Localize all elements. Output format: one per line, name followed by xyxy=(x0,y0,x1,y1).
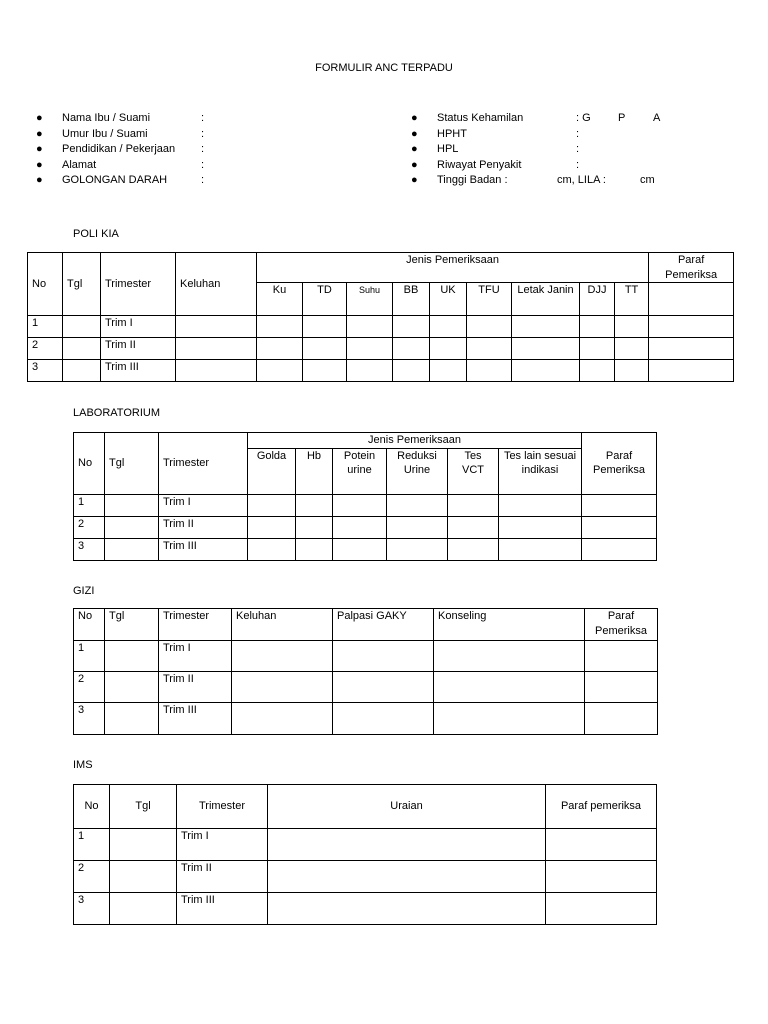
bullet-icon: ● xyxy=(36,174,43,186)
cell-no: 2 xyxy=(28,338,63,360)
identity-label: Tinggi Badan : xyxy=(437,174,508,186)
identity-colon: : G xyxy=(576,112,591,124)
cell-tgl[interactable] xyxy=(105,641,159,672)
cell[interactable] xyxy=(546,861,657,893)
form-title: FORMULIR ANC TERPADU xyxy=(315,62,453,74)
identity-colon: : xyxy=(201,174,205,186)
sub-protein-urine: Potein urine xyxy=(333,448,387,494)
identity-label: HPHT xyxy=(437,127,467,140)
header-palpasi-gaky: Palpasi GAKY xyxy=(333,609,434,641)
cell-tgl[interactable] xyxy=(105,703,159,735)
cell[interactable] xyxy=(333,703,434,735)
header-trimester: Trimester xyxy=(159,609,232,641)
bullet-icon: ● xyxy=(411,174,418,186)
cell-no: 2 xyxy=(74,861,110,893)
identity-colon: : xyxy=(201,127,205,140)
table-row xyxy=(28,316,734,338)
section-title-ims: IMS xyxy=(73,759,93,771)
header-no: No xyxy=(74,609,105,641)
cell[interactable] xyxy=(248,516,296,538)
sub-td: TD xyxy=(303,283,347,316)
cell[interactable] xyxy=(257,338,303,360)
header-jenis-pemeriksaan: Jenis Pemeriksaan xyxy=(257,253,649,283)
identity-label: Nama Ibu / Suami xyxy=(62,112,151,124)
cell[interactable] xyxy=(430,338,467,360)
table-row xyxy=(74,516,657,538)
cell-no: 2 xyxy=(74,672,105,703)
cell[interactable] xyxy=(467,338,512,360)
section-title-laboratorium: LABORATORIUM xyxy=(73,407,160,419)
cell[interactable] xyxy=(296,516,333,538)
table-row xyxy=(28,338,734,360)
cell[interactable] xyxy=(333,516,387,538)
identity-label: Riwayat Penyakit xyxy=(437,158,522,171)
cell[interactable] xyxy=(615,360,649,382)
identity-item xyxy=(36,111,376,127)
cell[interactable] xyxy=(257,360,303,382)
gizi-table xyxy=(73,608,658,735)
header-trimester: Trimester xyxy=(177,785,268,829)
cell-trimester: Trim II xyxy=(159,516,248,538)
identity-colon: : xyxy=(576,127,580,140)
cell-tgl[interactable] xyxy=(63,360,101,382)
cell-trimester: Trim II xyxy=(177,861,268,893)
cell[interactable] xyxy=(615,338,649,360)
cell[interactable] xyxy=(176,316,257,338)
cell[interactable] xyxy=(176,338,257,360)
sub-djj: DJJ xyxy=(580,283,615,316)
header-keluhan: Keluhan xyxy=(176,253,257,316)
cell-no: 3 xyxy=(74,538,105,560)
cell-tgl[interactable] xyxy=(63,316,101,338)
laboratorium-table xyxy=(73,432,657,561)
table-row xyxy=(74,672,658,703)
identity-item xyxy=(411,111,751,127)
status-p: P xyxy=(618,112,626,124)
cell[interactable] xyxy=(232,672,333,703)
sub-hb: Hb xyxy=(296,448,333,494)
cell-no: 3 xyxy=(74,703,105,735)
bullet-icon: ● xyxy=(36,112,43,124)
header-keluhan: Keluhan xyxy=(232,609,333,641)
cell[interactable] xyxy=(393,316,430,338)
sub-reduksi-urine: Reduksi Urine xyxy=(387,448,448,494)
cell[interactable] xyxy=(333,538,387,560)
header-paraf: Paraf Pemeriksa xyxy=(649,253,734,283)
section-title-poli-kia: POLI KIA xyxy=(73,228,119,240)
cell[interactable] xyxy=(387,538,448,560)
cell[interactable] xyxy=(387,516,448,538)
cell-tgl[interactable] xyxy=(105,672,159,703)
header-tgl: Tgl xyxy=(105,433,159,495)
cell-no: 1 xyxy=(74,641,105,672)
cell[interactable] xyxy=(434,672,585,703)
bullet-icon: ● xyxy=(411,127,418,140)
cell[interactable] xyxy=(546,829,657,861)
cell-tgl[interactable] xyxy=(105,494,159,516)
poli-kia-table xyxy=(27,252,734,382)
cell[interactable] xyxy=(333,641,434,672)
sub-tes-vct: Tes VCT xyxy=(448,448,499,494)
cell-no: 3 xyxy=(74,893,110,925)
cell[interactable] xyxy=(649,338,734,360)
sub-ku: Ku xyxy=(257,283,303,316)
identity-item xyxy=(411,173,751,189)
cell[interactable] xyxy=(333,672,434,703)
bullet-icon: ● xyxy=(36,158,43,171)
cell[interactable] xyxy=(448,538,499,560)
sub-tt: TT xyxy=(615,283,649,316)
bullet-icon: ● xyxy=(411,143,418,155)
cell[interactable] xyxy=(430,316,467,338)
cell[interactable] xyxy=(268,861,546,893)
cell[interactable] xyxy=(248,494,296,516)
cell[interactable] xyxy=(580,360,615,382)
header-trimester: Trimester xyxy=(101,253,176,316)
cell[interactable] xyxy=(347,360,393,382)
identity-item xyxy=(36,158,376,174)
cell[interactable] xyxy=(512,360,580,382)
cell[interactable] xyxy=(546,893,657,925)
header-no: No xyxy=(74,785,110,829)
identity-right xyxy=(411,111,751,189)
cell[interactable] xyxy=(615,316,649,338)
identity-colon: : xyxy=(201,112,205,124)
identity-colon: : xyxy=(201,158,205,171)
header-paraf: Paraf pemeriksa xyxy=(546,785,657,829)
header-konseling: Konseling xyxy=(434,609,585,641)
sub-suhu: Suhu xyxy=(347,283,393,316)
identity-label: Alamat xyxy=(62,158,97,171)
cell-tgl[interactable] xyxy=(110,893,177,925)
bullet-icon: ● xyxy=(36,143,43,155)
header-trimester: Trimester xyxy=(159,433,248,495)
section-title-gizi: GIZI xyxy=(73,585,95,597)
cell[interactable] xyxy=(347,338,393,360)
cell[interactable] xyxy=(512,316,580,338)
cell[interactable] xyxy=(499,494,582,516)
cell[interactable] xyxy=(585,703,658,735)
cell[interactable] xyxy=(303,338,347,360)
cell[interactable] xyxy=(582,538,657,560)
cell-no: 1 xyxy=(28,316,63,338)
header-tgl: Tgl xyxy=(63,253,101,316)
cell-trimester: Trim III xyxy=(159,703,232,735)
cell[interactable] xyxy=(649,360,734,382)
cell[interactable] xyxy=(268,829,546,861)
bullet-icon: ● xyxy=(411,112,418,124)
cell[interactable] xyxy=(499,516,582,538)
cell[interactable] xyxy=(248,538,296,560)
cell-tgl[interactable] xyxy=(63,338,101,360)
cell[interactable] xyxy=(585,641,658,672)
sub-tfu: TFU xyxy=(467,283,512,316)
sub-tes-lain: Tes lain sesuai indikasi xyxy=(499,448,582,494)
identity-item xyxy=(411,142,751,158)
cell-trimester: Trim III xyxy=(177,893,268,925)
status-a: A xyxy=(653,112,661,124)
bullet-icon: ● xyxy=(411,158,418,171)
cell[interactable] xyxy=(585,672,658,703)
cell-no: 3 xyxy=(28,360,63,382)
identity-colon: : xyxy=(576,158,580,171)
cell[interactable] xyxy=(580,316,615,338)
identity-label: Umur Ibu / Suami xyxy=(62,127,148,140)
cell-no: 1 xyxy=(74,494,105,516)
cell-tgl[interactable] xyxy=(105,516,159,538)
cell[interactable] xyxy=(333,494,387,516)
header-jenis-pemeriksaan: Jenis Pemeriksaan xyxy=(248,433,582,449)
cell[interactable] xyxy=(296,538,333,560)
cell[interactable] xyxy=(499,538,582,560)
cell[interactable] xyxy=(232,703,333,735)
cell[interactable] xyxy=(296,494,333,516)
cell[interactable] xyxy=(232,641,333,672)
table-row xyxy=(74,703,658,735)
cell[interactable] xyxy=(448,516,499,538)
cell[interactable] xyxy=(176,360,257,382)
cell[interactable] xyxy=(467,360,512,382)
header-no: No xyxy=(74,433,105,495)
cell-no: 2 xyxy=(74,516,105,538)
identity-item xyxy=(411,158,751,174)
cell[interactable] xyxy=(387,494,448,516)
blank-cell xyxy=(649,283,734,316)
cell-tgl[interactable] xyxy=(110,861,177,893)
cell[interactable] xyxy=(347,316,393,338)
cell[interactable] xyxy=(434,641,585,672)
cell[interactable] xyxy=(303,316,347,338)
cell[interactable] xyxy=(512,338,580,360)
tb-unit: cm, LILA : xyxy=(557,174,606,186)
cell-trimester: Trim I xyxy=(177,829,268,861)
cell[interactable] xyxy=(580,338,615,360)
table-row xyxy=(74,861,657,893)
sub-golda: Golda xyxy=(248,448,296,494)
cell[interactable] xyxy=(430,360,467,382)
cell[interactable] xyxy=(257,316,303,338)
header-paraf: Paraf Pemeriksa xyxy=(582,433,657,495)
cell-no: 1 xyxy=(74,829,110,861)
identity-colon: : xyxy=(576,143,580,155)
cell[interactable] xyxy=(434,703,585,735)
identity-label: HPL xyxy=(437,143,459,155)
cell[interactable] xyxy=(467,316,512,338)
header-tgl: Tgl xyxy=(105,609,159,641)
identity-left xyxy=(36,111,376,189)
cell[interactable] xyxy=(582,494,657,516)
cell[interactable] xyxy=(268,893,546,925)
table-row xyxy=(28,360,734,382)
ims-table xyxy=(73,784,657,925)
cell-tgl[interactable] xyxy=(105,538,159,560)
table-row xyxy=(74,641,658,672)
cell-trimester: Trim I xyxy=(159,494,248,516)
sub-uk: UK xyxy=(430,283,467,316)
cell-trimester: Trim I xyxy=(159,641,232,672)
header-tgl: Tgl xyxy=(110,785,177,829)
table-row xyxy=(74,494,657,516)
cell-trimester: Trim II xyxy=(159,672,232,703)
identity-item xyxy=(411,127,751,143)
cell-trimester: Trim I xyxy=(101,316,176,338)
identity-item xyxy=(36,127,376,143)
cell-trimester: Trim III xyxy=(101,360,176,382)
cell[interactable] xyxy=(448,494,499,516)
identity-label: Status Kehamilan xyxy=(437,112,524,124)
table-row xyxy=(74,829,657,861)
bullet-icon: ● xyxy=(36,127,43,140)
header-no: No xyxy=(28,253,63,316)
cell[interactable] xyxy=(393,338,430,360)
header-uraian: Uraian xyxy=(268,785,546,829)
identity-label: Pendidikan / Pekerjaan xyxy=(62,143,176,155)
sub-letak-janin: Letak Janin xyxy=(512,283,580,316)
cell-tgl[interactable] xyxy=(110,829,177,861)
identity-item xyxy=(36,142,376,158)
header-paraf: Paraf Pemeriksa xyxy=(585,609,658,641)
identity-colon: : xyxy=(201,143,205,155)
identity-label: GOLONGAN DARAH xyxy=(62,174,168,186)
sub-bb: BB xyxy=(393,283,430,316)
cell[interactable] xyxy=(393,360,430,382)
table-row xyxy=(74,893,657,925)
cell[interactable] xyxy=(303,360,347,382)
lila-unit: cm xyxy=(640,174,655,186)
cell-trimester: Trim II xyxy=(101,338,176,360)
identity-item xyxy=(36,173,376,189)
table-row xyxy=(74,538,657,560)
cell[interactable] xyxy=(649,316,734,338)
cell-trimester: Trim III xyxy=(159,538,248,560)
cell[interactable] xyxy=(582,516,657,538)
